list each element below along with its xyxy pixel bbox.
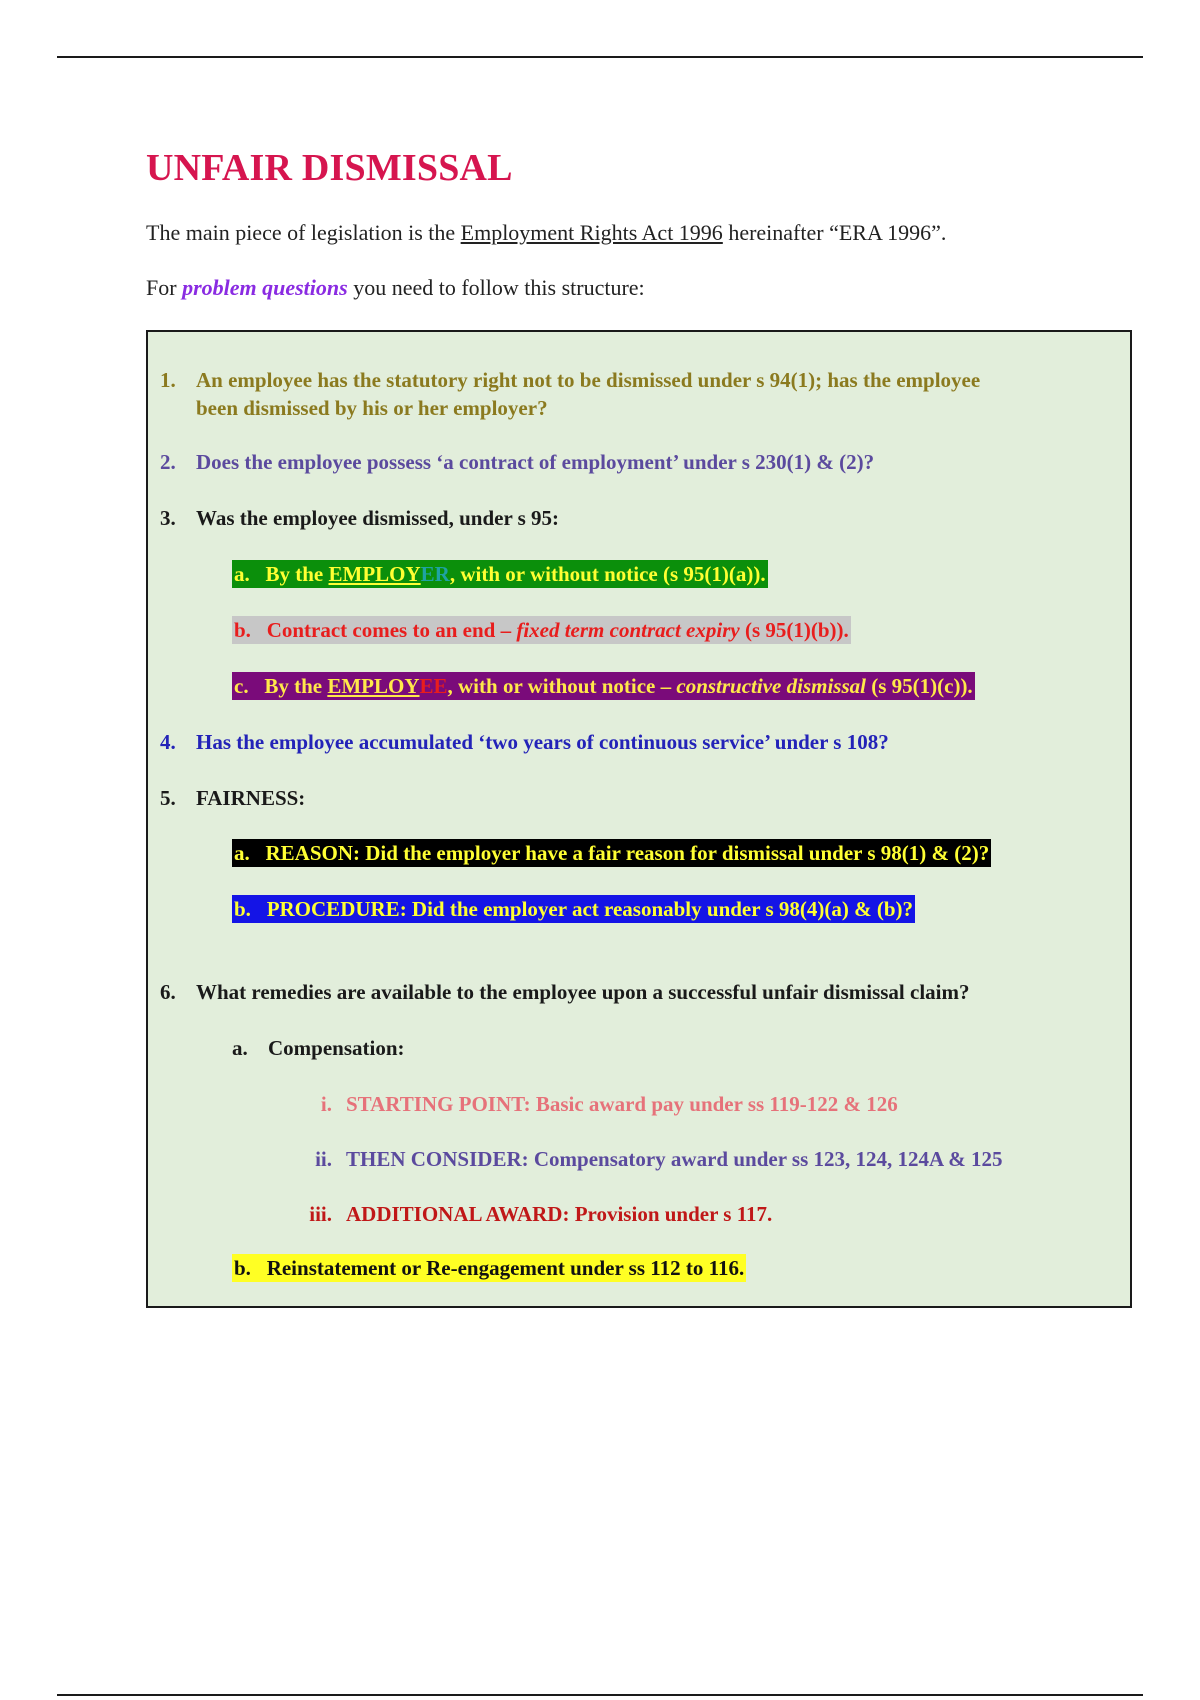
highlight-yellow: b. Reinstatement or Re-engagement under ss 112 to 116. [234,1256,745,1280]
item-text: THEN CONSIDER: Compensatory award under ss 123, 124, 124A & 125 [346,1147,1003,1171]
item-text: An employee has the statutory right not to be dismissed under s 94(1); has the employee [196,368,981,392]
intro-text: For [146,275,183,300]
item-label: ii. [315,1147,332,1171]
act-name: Employment Rights Act 1996 [460,220,723,245]
list-item-3b [232,616,851,644]
item-number: 3. [160,506,176,530]
item-text: STARTING POINT: Basic award pay under ss 119-122 & 126 [346,1092,898,1116]
suffix-er: ER [420,562,450,586]
item-text: Compensation: [268,1036,405,1060]
structure-box [146,330,1132,1308]
top-rule [57,56,1143,58]
list-item-5a [232,839,991,867]
highlight-black: a. REASON: Did the employer have a fair reason for dismissal under s 98(1) & (2)? [234,841,990,865]
item-text: What remedies are available to the employee upon a successful unfair dismissal claim? [196,980,970,1004]
highlight-purple: c. By the EMPLOYEE, with or without notice – constructive dismissal (s 95(1)(c)). [234,674,973,698]
list-item-6b [232,1254,746,1282]
suffix-ee: EE [419,674,448,698]
intro-text: The main piece of legislation is the [146,220,461,245]
item-number: 1. [160,368,176,392]
item-text: Has the employee accumulated ‘two years of continuous service’ under s 108? [196,730,889,754]
page-title: UNFAIR DISMISSAL [146,147,513,189]
item-text: ADDITIONAL AWARD: Provision under s 117. [346,1202,773,1226]
item-number: 2. [160,450,176,474]
list-item-5b [232,895,915,923]
intro-text: you need to follow this structure: [347,275,645,300]
item-text: Was the employee dismissed, under s 95: [196,506,560,530]
item-label: i. [320,1092,332,1116]
intro-legislation [146,220,946,246]
item-number: 5. [160,786,176,810]
item-text: been dismissed by his or her employer? [196,396,548,420]
item-text: FAIRNESS: [196,786,306,810]
problem-questions-emphasis: problem questions [182,275,348,300]
intro-text: hereinafter “ERA 1996”. [722,220,947,245]
list-item-3c [232,672,975,700]
highlight-green: a. By the EMPLOYER, with or without notice (s 95(1)(a)). [234,562,766,586]
item-number: 4. [160,730,176,754]
list-item-3a [232,560,768,588]
item-label: iii. [309,1202,332,1226]
item-label: a. [232,1036,248,1060]
intro-structure [146,275,645,301]
bottom-rule [57,1694,1143,1696]
item-number: 6. [160,980,176,1004]
item-text: Does the employee possess ‘a contract of employment’ under s 230(1) & (2)? [196,450,875,474]
highlight-blue: b. PROCEDURE: Did the employer act reasonably under s 98(4)(a) & (b)? [234,897,913,921]
highlight-grey: b. Contract comes to an end – fixed term contract expiry (s 95(1)(b)). [234,618,849,642]
